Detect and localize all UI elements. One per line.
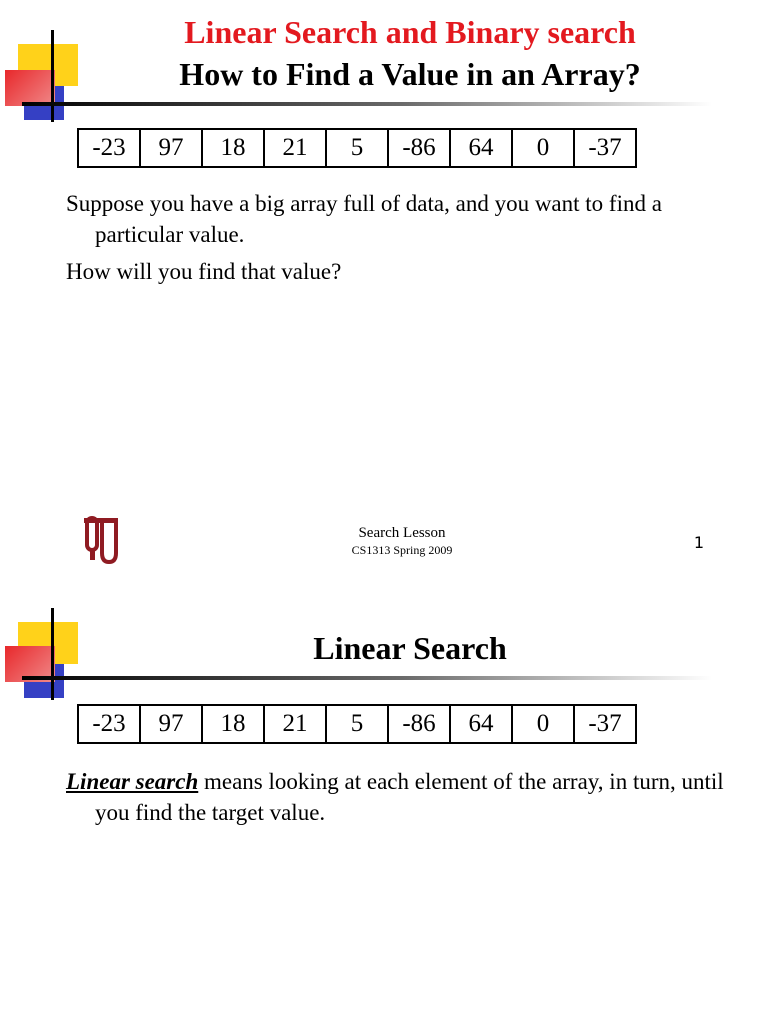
array-cell: 18 [202,705,264,743]
array-cell: -86 [388,129,450,167]
page-number: 1 [693,533,705,552]
paragraph: Suppose you have a big array full of data, and you want to find a particular value. [66,191,662,247]
slide-2 [0,580,768,1024]
slide-decoration-logo [0,580,90,710]
array-table [77,128,637,168]
array-cell: 21 [264,705,326,743]
paragraph: How will you find that value? [66,259,342,284]
footer-course: CS1313 Spring 2009 [351,543,453,557]
slide-title: Linear Search [313,630,507,666]
title-rule [22,676,712,680]
array-table [77,704,637,744]
slide-title: Linear Search and Binary search [184,14,636,50]
array-cell: 97 [140,705,202,743]
array-cell: 0 [512,705,574,743]
array-row [78,129,636,167]
body-text [66,188,726,287]
array-cell: 21 [264,129,326,167]
paragraph [66,766,726,828]
array-cell: 97 [140,129,202,167]
array-cell: 5 [326,129,388,167]
slide-footer [302,524,502,558]
array-cell: 5 [326,705,388,743]
array-cell: 64 [450,129,512,167]
title-rule [22,102,712,106]
body-text [66,766,726,828]
array-cell: -37 [574,705,636,743]
slide-decoration-logo [0,0,90,130]
ou-logo-icon [82,515,120,565]
array-cell: -86 [388,705,450,743]
array-cell: -23 [78,129,140,167]
footer-lesson: Search Lesson [358,525,446,541]
array-cell: -37 [574,129,636,167]
definition-text: means looking at each element of the array, in turn, until you find the target value. [95,769,724,825]
array-row [78,705,636,743]
array-cell: -23 [78,705,140,743]
slide-subtitle: How to Find a Value in an Array? [179,56,641,92]
array-cell: 18 [202,129,264,167]
defined-term: Linear search [66,769,199,794]
array-cell: 0 [512,129,574,167]
array-cell: 64 [450,705,512,743]
